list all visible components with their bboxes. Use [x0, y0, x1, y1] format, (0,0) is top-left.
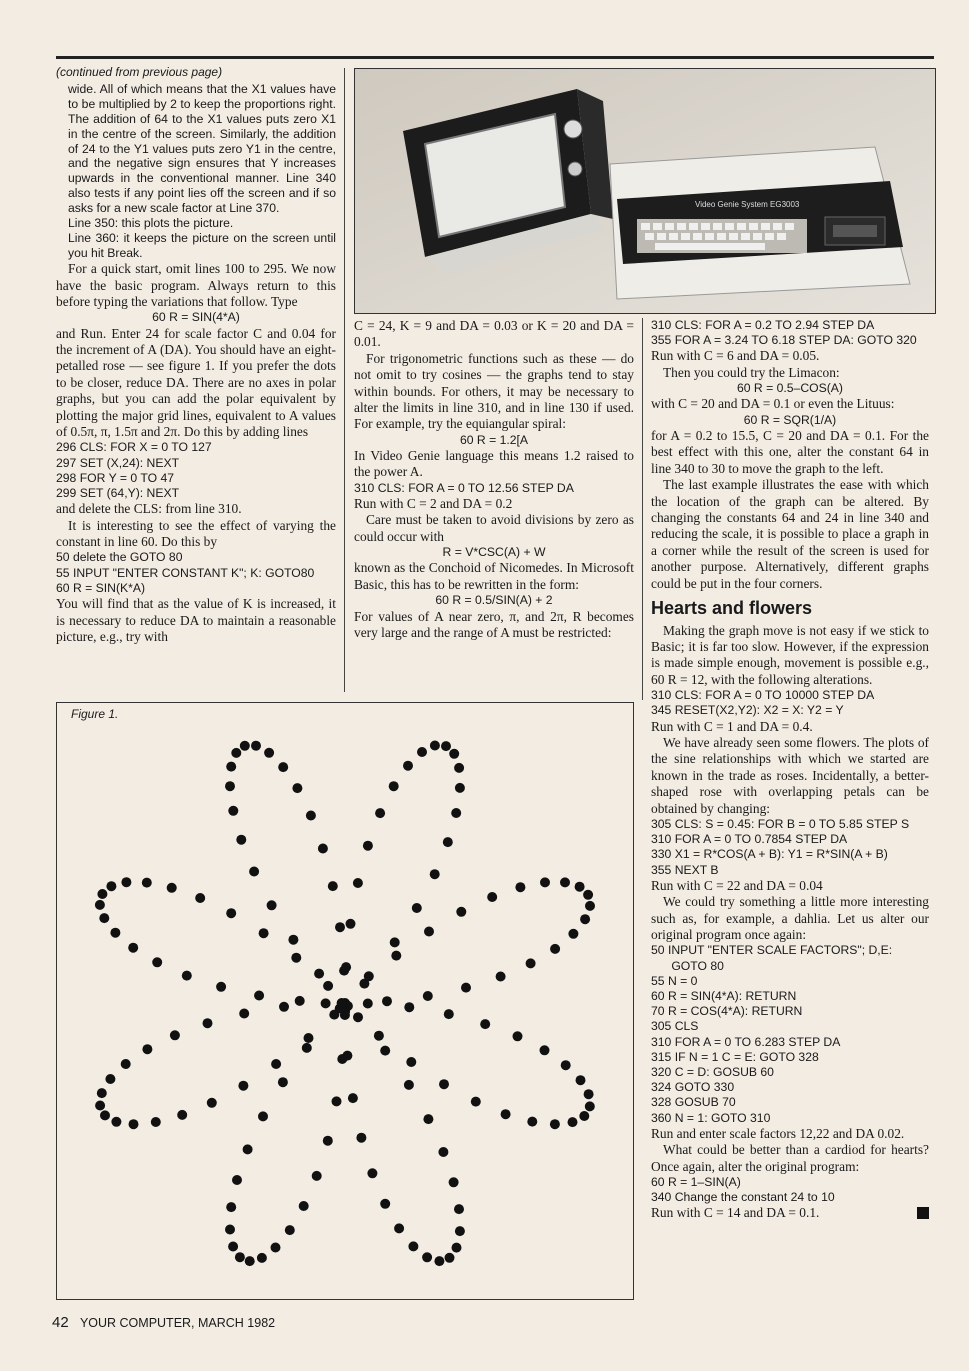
code-line: 310 CLS: FOR A = 0 TO 12.56 STEP DA: [354, 480, 574, 495]
plot-dot: [323, 1136, 333, 1146]
plot-dot: [288, 935, 298, 945]
magazine-issue: YOUR COMPUTER, MARCH 1982: [79, 1316, 276, 1330]
code-block: [651, 943, 929, 1125]
plot-dot: [356, 1133, 366, 1143]
plot-dot: [423, 1114, 433, 1124]
plot-dot: [449, 1177, 459, 1187]
plot-dot: [225, 1225, 235, 1235]
code-line: 310 FOR A = 0 TO 6.283 STEP DA: [651, 1034, 841, 1049]
plot-dot: [226, 762, 236, 772]
plot-dot: [151, 1117, 161, 1127]
col3-paragraph-3: with C = 20 and DA = 0.1 or even the Lituus:: [651, 396, 895, 412]
code-line: R = V*CSC(A) + W: [442, 545, 546, 560]
plot-dot: [225, 781, 235, 791]
plot-dot: [550, 944, 560, 954]
plot-dot: [323, 981, 333, 991]
col2-paragraph-2: For trigonometric functions such as these — do not omit to try cosines — the graphs tend to stay within bounds. For others, it may be necessary to alter the limits in line 310, and in line 130 if used. For example, try the equiangular spiral:: [354, 350, 634, 432]
plot-dot: [337, 998, 347, 1008]
code-line: 60 R = 1.2[A: [459, 432, 529, 447]
code-line: 298 FOR Y = 0 TO 47: [56, 470, 175, 485]
code-line: 328 GOSUB 70: [651, 1095, 736, 1110]
col2-paragraph-4: Run with C = 2 and DA = 0.2: [354, 496, 513, 512]
col3-paragraph-6: Making the graph move is not easy if we stick to Basic; it is far too slow. However, if the expression is made simple enough, movement is possible e.g., 60 R = 12, with the following alterations.: [651, 622, 929, 687]
col1-paragraph-3: and delete the CLS: from line 310.: [56, 501, 242, 517]
code-line: 60 R = SIN(4*A): [152, 310, 240, 325]
code-line: 60 R = SIN(4*A): RETURN: [651, 989, 797, 1004]
line350-note: Line 350: this plots the picture.: [68, 215, 234, 230]
code-line: 297 SET (X,24): NEXT: [56, 455, 180, 470]
plot-dot: [452, 1243, 462, 1253]
plot-dot: [527, 1117, 537, 1127]
col3-paragraph-2: Then you could try the Limacon:: [663, 364, 840, 380]
end-of-article-mark: [917, 1207, 929, 1219]
code-line: 299 SET (64,Y): NEXT: [56, 486, 180, 501]
plot-dot: [560, 877, 570, 887]
video-genie-illustration: [355, 69, 935, 313]
plot-dot: [321, 998, 331, 1008]
code-line: 60 R = SQR(1/A): [743, 412, 837, 427]
plot-dot: [526, 958, 536, 968]
plot-dot: [584, 1089, 594, 1099]
code-line: 340 Change the constant 24 to 10: [651, 1190, 835, 1205]
figure-caption: Figure 1.: [71, 707, 119, 721]
plot-dot: [501, 1109, 511, 1119]
plot-dot: [374, 1031, 384, 1041]
plot-dot: [454, 1204, 464, 1214]
plot-dot: [568, 929, 578, 939]
code-line: 310 CLS: FOR A = 0 TO 10000 STEP DA: [651, 688, 875, 703]
code-block: [651, 1175, 929, 1205]
code-block: [651, 817, 929, 878]
computer-photo: [354, 68, 936, 314]
col1-lead-paragraph: wide. All of which means that the X1 values have to be multiplied by 2 to keep the proportions right. The addition of 64 to the X1 values puts zero X1 in the centre of the screen. Similarly, the addition of 24 to the Y1 values puts zero Y1 in the centre, and the negative sign ensures that Y increases upwards in the conventional manner. Line 340 also tests if any point lies off the screen and if so asks for a new scale factor at Line 370.: [68, 82, 336, 215]
plot-dot: [271, 1243, 281, 1253]
code-line: 355 FOR A = 3.24 TO 6.18 STEP DA: GOTO 320: [651, 333, 917, 348]
plot-dot: [121, 877, 131, 887]
plot-dot: [195, 893, 205, 903]
plot-dot: [228, 806, 238, 816]
plot-dot: [182, 971, 192, 981]
plot-dot: [142, 878, 152, 888]
plot-dot: [434, 1256, 444, 1266]
col2-paragraph-3: In Video Genie language this means 1.2 raised to the power A.: [354, 448, 634, 480]
plot-dot: [105, 1074, 115, 1084]
plot-dot: [515, 882, 525, 892]
brand-label: Video Genie System EG3003: [695, 200, 800, 209]
plot-dot: [417, 747, 427, 757]
column-2: [354, 318, 634, 641]
plot-dot: [380, 1046, 390, 1056]
rose-dot-plot: [57, 703, 633, 1299]
code-block: [56, 440, 336, 501]
plot-dot: [285, 1225, 295, 1235]
col1-paragraph-5: You will find that as the value of K is increased, it is necessary to reduce DA to maintain a reasonable picture, e.g., try with: [56, 596, 336, 644]
plot-dot: [353, 1012, 363, 1022]
plot-dot: [341, 962, 351, 972]
col2-paragraph-5: Care must be taken to avoid divisions by zero as could occur with: [354, 512, 634, 544]
plot-dot: [97, 889, 107, 899]
plot-dot: [100, 1110, 110, 1120]
plot-dot: [121, 1059, 131, 1069]
plot-dot: [424, 927, 434, 937]
plot-dot: [306, 811, 316, 821]
code-line: 315 IF N = 1 C = E: GOTO 328: [651, 1049, 819, 1064]
code-line: 360 N = 1: GOTO 310: [651, 1110, 771, 1125]
col3-paragraph-7: Run with C = 1 and DA = 0.4.: [651, 718, 813, 734]
plot-dot: [575, 882, 585, 892]
code-line: 310 FOR A = 0 TO 0.7854 STEP DA: [651, 832, 848, 847]
plot-dot: [380, 1199, 390, 1209]
plot-dot: [245, 1256, 255, 1266]
code-line: 330 X1 = R*COS(A + B): Y1 = R*SIN(A + B): [651, 847, 888, 862]
plot-dot: [346, 919, 356, 929]
column-1: [56, 64, 336, 645]
code-line: 50 delete the GOTO 80: [56, 550, 183, 565]
plot-dot: [170, 1030, 180, 1040]
plot-dot: [585, 1101, 595, 1111]
plot-dot: [513, 1031, 523, 1041]
figure-1: [56, 702, 634, 1300]
plot-dot: [95, 1101, 105, 1111]
plot-dot: [95, 900, 105, 910]
plot-dot: [231, 748, 241, 758]
plot-dot: [403, 761, 413, 771]
page-footer: [52, 1314, 275, 1331]
plot-dot: [235, 1252, 245, 1262]
plot-dot: [561, 1060, 571, 1070]
plot-dot: [496, 972, 506, 982]
plot-dot: [177, 1110, 187, 1120]
plot-dot: [207, 1098, 217, 1108]
plot-dot: [258, 1111, 268, 1121]
code-line: 305 CLS: [651, 1019, 699, 1034]
plot-dot: [412, 903, 422, 913]
col1-paragraph-4: It is interesting to see the effect of varying the constant in line 60. Do this by: [56, 517, 336, 550]
column-divider: [344, 68, 345, 692]
plot-dot: [106, 881, 116, 891]
code-line: GOTO 80: [651, 958, 724, 973]
col2-paragraph-6: known as the Conchoid of Nicomedes. In Microsoft Basic, this has to be rewritten in the form:: [354, 560, 634, 592]
plot-dot: [455, 783, 465, 793]
code-line: 60 R = 1–SIN(A): [651, 1175, 741, 1190]
plot-dot: [278, 762, 288, 772]
plot-dot: [390, 937, 400, 947]
code-line: 55 INPUT "ENTER CONSTANT K"; K: GOTO80: [56, 565, 315, 580]
plot-dot: [254, 991, 264, 1001]
plot-dot: [461, 983, 471, 993]
plot-dot: [251, 741, 261, 751]
plot-dot: [585, 901, 595, 911]
plot-dot: [430, 741, 440, 751]
col2-paragraph-7: For values of A near zero, π, and 2π, R becomes very large and the range of A must be restricted:: [354, 608, 634, 640]
code-block: [56, 550, 336, 596]
plot-dot: [332, 1096, 342, 1106]
plot-dot: [404, 1002, 414, 1012]
plot-dot: [389, 781, 399, 791]
plot-dot: [232, 1175, 242, 1185]
plot-dot: [583, 890, 593, 900]
plot-dot: [167, 883, 177, 893]
plot-dot: [99, 913, 109, 923]
col3-paragraph-4: for A = 0.2 to 15.5, C = 20 and DA = 0.1. For the best effect with this one, alter the constant 64 in line 340 to 30 to move the graph to the left.: [651, 428, 929, 476]
plot-dot: [444, 1009, 454, 1019]
final-run-line: Run with C = 14 and DA = 0.1.: [651, 1205, 820, 1221]
col3-paragraph-11: Run and enter scale factors 12,22 and DA 0.02.: [651, 1125, 905, 1141]
col3-paragraph-12: What could be better than a cardiod for hearts? Once again, alter the original program:: [651, 1142, 929, 1174]
plot-dot: [454, 763, 464, 773]
plot-dot: [264, 748, 274, 758]
plot-dot: [438, 1147, 448, 1157]
continued-note: (continued from previous page): [56, 65, 223, 79]
plot-dot: [540, 877, 550, 887]
code-line: 324 GOTO 330: [651, 1080, 735, 1095]
code-line: 310 CLS: FOR A = 0.2 TO 2.94 STEP DA: [651, 318, 875, 332]
col1-paragraph-2: and Run. Enter 24 for scale factor C and 0.04 for the increment of A (DA). You should have an eight-petalled rose — see figure 1. If you prefer the dots to be closer, reduce DA. There are no axes in polar graphs, but you can add the polar equivalent by plotting the major grid lines, equivalent to A values of 0.5π, π, 1.5π and 2π. Do this by adding lines: [56, 325, 336, 440]
plot-dot: [348, 1093, 358, 1103]
plot-dot: [239, 1009, 249, 1019]
plot-dot: [243, 1144, 253, 1154]
code-line: 60 R = 0.5–COS(A): [736, 381, 843, 396]
code-line: 60 R = SIN(K*A): [56, 580, 146, 595]
plot-dot: [271, 1059, 281, 1069]
plot-dot: [226, 1202, 236, 1212]
plot-dot: [422, 1252, 432, 1262]
section-heading: Hearts and flowers: [651, 598, 813, 619]
plot-dot: [404, 1080, 414, 1090]
plot-dot: [406, 1057, 416, 1067]
code-line: 320 C = D: GOSUB 60: [651, 1065, 774, 1080]
plot-dot: [439, 1079, 449, 1089]
plot-dot: [579, 1111, 589, 1121]
plot-dot: [441, 741, 451, 751]
plot-dot: [335, 922, 345, 932]
code-line: 70 R = COS(4*A): RETURN: [651, 1004, 803, 1019]
plot-dot: [304, 1033, 314, 1043]
plot-dot: [312, 1171, 322, 1181]
plot-dot: [391, 951, 401, 961]
plot-dot: [240, 741, 250, 751]
plot-dot: [236, 835, 246, 845]
plot-dot: [318, 844, 328, 854]
code-line: 355 NEXT B: [651, 862, 719, 877]
plot-dot: [259, 928, 269, 938]
code-line: 50 INPUT "ENTER SCALE FACTORS"; D,E:: [651, 943, 893, 958]
plot-dot: [375, 808, 385, 818]
plot-dot: [226, 908, 236, 918]
plot-dot: [367, 1168, 377, 1178]
plot-dot: [152, 957, 162, 967]
column-divider: [642, 318, 643, 700]
col3-paragraph-10: We could try something a little more interesting such as, for example, a dahlia. Let us alter our original program once again:: [651, 894, 929, 942]
plot-dot: [580, 914, 590, 924]
col3-paragraph-5: The last example illustrates the ease with which the location of the graph can be altered. By changing the constants 64 and 24 in line 340 and reducing the scale, it is possible to place a graph in a corner while the result of the screen is used for another purpose. Alternatively, different graphs could be put in the four corners.: [651, 477, 929, 591]
plot-dot: [129, 1119, 139, 1129]
code-line: 296 CLS: FOR X = 0 TO 127: [56, 440, 212, 455]
plot-dot: [430, 869, 440, 879]
plot-dot: [278, 1077, 288, 1087]
plot-dot: [568, 1117, 578, 1127]
plot-dot: [292, 783, 302, 793]
plot-dot: [328, 881, 338, 891]
col3-paragraph-1: Run with C = 6 and DA = 0.05.: [651, 348, 820, 364]
page-number: 42: [52, 1314, 69, 1331]
col2-paragraph-1: C = 24, K = 9 and DA = 0.03 or K = 20 and DA = 0.01.: [354, 318, 634, 350]
plot-dot: [550, 1119, 560, 1129]
plot-dot: [445, 1253, 455, 1263]
col1-paragraph-1: For a quick start, omit lines 100 to 295. We now have the basic program. Always return to this before typing the variations that follow. Type: [56, 261, 336, 309]
plot-dot: [451, 808, 461, 818]
plot-dot: [423, 991, 433, 1001]
plot-dot: [238, 1081, 248, 1091]
line360-note: Line 360: it keeps the picture on the screen until you hit Break.: [68, 230, 336, 260]
column-3: [651, 318, 929, 1222]
plot-dot: [364, 971, 374, 981]
plot-dot: [302, 1043, 312, 1053]
plot-dot: [471, 1097, 481, 1107]
plot-dot: [353, 878, 363, 888]
plot-dot: [142, 1044, 152, 1054]
code-line: 55 N = 0: [651, 973, 698, 988]
code-line: 345 RESET(X2,Y2): X2 = X: Y2 = Y: [651, 703, 844, 718]
plot-dot: [97, 1088, 107, 1098]
plot-dot: [291, 953, 301, 963]
plot-dot: [299, 1201, 309, 1211]
top-rule: [56, 56, 934, 59]
plot-dot: [228, 1242, 238, 1252]
plot-dot: [249, 867, 259, 877]
plot-dot: [487, 892, 497, 902]
plot-dot: [576, 1075, 586, 1085]
plot-dot: [443, 837, 453, 847]
plot-dot: [295, 996, 305, 1006]
plot-dot: [257, 1253, 267, 1263]
plot-dot: [363, 999, 373, 1009]
code-line: 305 CLS: S = 0.45: FOR B = 0 TO 5.85 STEP S: [651, 816, 910, 831]
plot-dot: [314, 969, 324, 979]
col3-paragraph-9: Run with C = 22 and DA = 0.04: [651, 877, 823, 893]
plot-dot: [128, 943, 138, 953]
plot-dot: [540, 1045, 550, 1055]
plot-dot: [111, 1117, 121, 1127]
plot-dot: [408, 1241, 418, 1251]
plot-dot: [394, 1223, 404, 1233]
code-line: 60 R = 0.5/SIN(A) + 2: [435, 593, 553, 608]
plot-dot: [449, 749, 459, 759]
plot-dot: [455, 1226, 465, 1236]
plot-dot: [480, 1019, 490, 1029]
plot-dot: [267, 900, 277, 910]
code-block: [651, 318, 929, 348]
plot-dot: [216, 982, 226, 992]
plot-dot: [342, 1051, 352, 1061]
col3-paragraph-13: [651, 1205, 929, 1221]
computer-console: [610, 147, 910, 299]
plot-dot: [110, 928, 120, 938]
plot-dot: [279, 1002, 289, 1012]
plot-dot: [456, 907, 466, 917]
plot-dot: [203, 1018, 213, 1028]
code-block: [651, 688, 929, 718]
plot-dot: [382, 996, 392, 1006]
col3-paragraph-8: We have already seen some flowers. The plots of the sine relationships with which we started are known in the trade as roses. Incidentally, a better-shaped rose with overlapping petals can be obtained by changing:: [651, 734, 929, 816]
plot-dot: [363, 841, 373, 851]
